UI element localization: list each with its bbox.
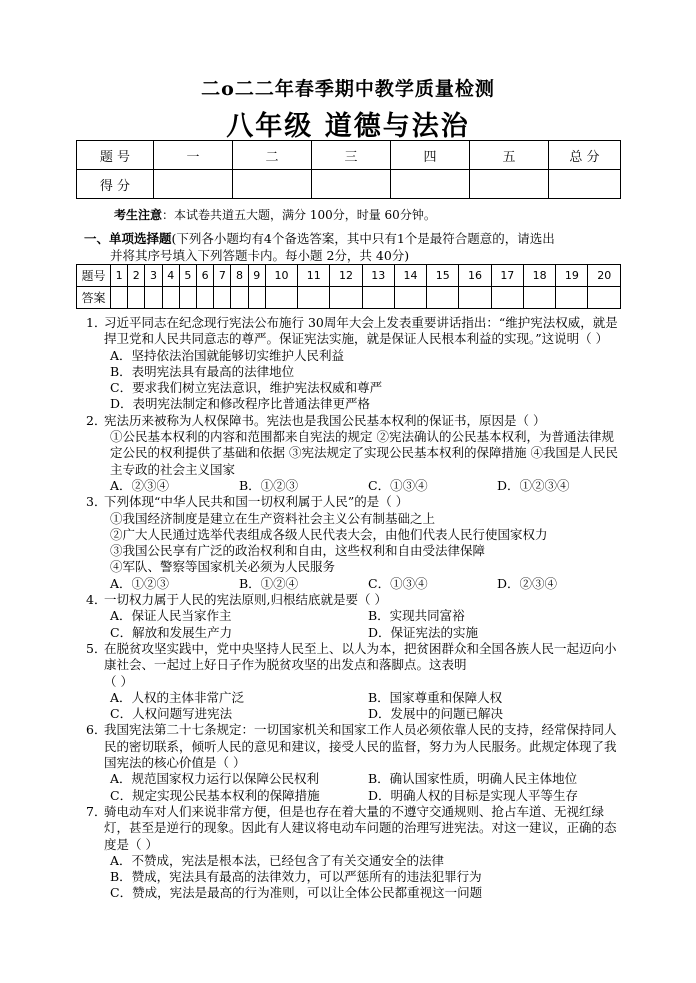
answer-input-cell[interactable] bbox=[362, 287, 394, 309]
question-option[interactable]: A．不赞成，宪法是根本法，已经包含了有关交通安全的法律 bbox=[110, 852, 445, 868]
answer-number-row bbox=[77, 265, 621, 287]
answer-number-cell: 3 bbox=[145, 265, 162, 287]
question-option[interactable]: B．表明宪法具有最高的法律地位 bbox=[110, 363, 295, 379]
question-stem bbox=[86, 494, 626, 510]
question-option[interactable]: B．国家尊重和保障人权 bbox=[368, 689, 503, 705]
answer-input-cell[interactable] bbox=[248, 287, 265, 309]
answer-input-cell[interactable] bbox=[427, 287, 459, 309]
exam-notice bbox=[114, 206, 436, 223]
question-option[interactable]: C．①③④ bbox=[368, 575, 428, 591]
score-row-label: 得 分 bbox=[77, 170, 154, 199]
answer-input-cell[interactable] bbox=[491, 287, 523, 309]
question-option[interactable]: A．规范国家权力运行以保障公民权利 bbox=[110, 771, 320, 787]
question-option[interactable]: C．解放和发展生产力 bbox=[110, 624, 233, 640]
question-option[interactable]: A．②③④ bbox=[110, 477, 170, 493]
question-item bbox=[86, 641, 626, 722]
answer-input-cell[interactable] bbox=[162, 287, 179, 309]
notice-text: ：本试卷共道五大题，满分 100分，时量 60分钟。 bbox=[162, 208, 436, 222]
question-text: 宪法历来被称为人权保障书。宪法也是我国公民基本权利的保证书，原因是（ ） bbox=[104, 412, 546, 428]
answer-input-cell[interactable] bbox=[588, 287, 621, 309]
option-grid bbox=[86, 690, 626, 723]
answer-input-cell[interactable] bbox=[145, 287, 162, 309]
option-row bbox=[86, 576, 626, 592]
question-statement: ④军队、警察等国家机关必须为人民服务 bbox=[110, 559, 336, 575]
score-cell[interactable] bbox=[549, 170, 621, 199]
question-option[interactable]: D．②③④ bbox=[497, 575, 558, 591]
question-number: 2． bbox=[86, 412, 107, 428]
question-number: 1． bbox=[86, 315, 107, 330]
question-stem bbox=[86, 804, 626, 853]
answer-input-cell[interactable] bbox=[179, 287, 196, 309]
question-stem bbox=[86, 592, 626, 608]
question-stem bbox=[86, 315, 626, 348]
answer-number-cell: 16 bbox=[459, 265, 491, 287]
question-stem bbox=[86, 413, 626, 429]
option-row bbox=[86, 478, 626, 494]
question-text: 一切权力属于人民的宪法原则,归根结底就是要（ ） bbox=[104, 592, 387, 608]
question-stem bbox=[86, 641, 626, 674]
question-list bbox=[86, 315, 626, 902]
question-option[interactable]: D．发展中的问题已解决 bbox=[368, 706, 504, 722]
answer-table bbox=[76, 264, 621, 309]
answer-row-label: 答案 bbox=[77, 287, 111, 309]
question-option[interactable]: C．①③④ bbox=[368, 477, 428, 493]
answer-number-cell: 20 bbox=[588, 265, 621, 287]
answer-number-cell: 14 bbox=[394, 265, 426, 287]
score-header-cell: 五 bbox=[470, 141, 549, 170]
score-cell[interactable] bbox=[312, 170, 391, 199]
question-text: 习近平同志在纪念现行宪法公布施行 30周年大会上发表重要讲话指出：“维护宪法权威，就是捍卫党和人民共同意志的尊严。保证宪法实施，就是保证人民根本利益的实现。”这说明（ ） bbox=[104, 315, 618, 347]
question-option[interactable]: C．赞成，宪法是最高的行为准则，可以让全体公民都重视这一问题 bbox=[110, 885, 483, 901]
answer-input-cell[interactable] bbox=[214, 287, 231, 309]
question-number: 4． bbox=[86, 592, 107, 608]
answer-number-cell: 17 bbox=[491, 265, 523, 287]
question-item bbox=[86, 494, 626, 592]
question-statement: ①我国经济制度是建立在生产资料社会主义公有制基础之上 bbox=[110, 510, 436, 526]
answer-number-cell: 10 bbox=[265, 265, 297, 287]
answer-input-cell[interactable] bbox=[128, 287, 145, 309]
answer-input-cell[interactable] bbox=[265, 287, 297, 309]
question-item bbox=[86, 315, 626, 413]
question-number: 5． bbox=[86, 640, 107, 656]
score-table bbox=[76, 140, 621, 199]
score-cell[interactable] bbox=[233, 170, 312, 199]
question-statement: ①公民基本权利的内容和范围都来自宪法的规定 ②宪法确认的公民基本权利，为普通法律规定公民的权利提供了基础和依据 ③宪法规定了实现公民基本权利的保障措施 ④我国是人民民主专政的社会主义国家 bbox=[110, 429, 618, 477]
question-option[interactable]: B．赞成，宪法具有最高的法律效力，可以严惩所有的违法犯罪行为 bbox=[110, 869, 482, 885]
answer-input-cell[interactable] bbox=[111, 287, 128, 309]
question-stem bbox=[86, 722, 626, 771]
question-option[interactable]: D．①②③④ bbox=[497, 477, 570, 493]
question-item bbox=[86, 722, 626, 803]
answer-input-cell[interactable] bbox=[556, 287, 588, 309]
answer-number-cell: 7 bbox=[214, 265, 231, 287]
score-header-cell: 总 分 bbox=[549, 141, 621, 170]
question-statement: ③我国公民享有广泛的政治权利和自由，这些权利和自由受法律保障 bbox=[110, 543, 486, 559]
exam-title-line2: 八年级 道德与法治 bbox=[226, 111, 470, 142]
exam-title-line1: 二o二二年春季期中教学质量检测 bbox=[201, 78, 495, 100]
answer-number-cell: 13 bbox=[362, 265, 394, 287]
answer-input-cell[interactable] bbox=[298, 287, 330, 309]
answer-number-cell: 19 bbox=[556, 265, 588, 287]
question-option[interactable]: C．人权问题写进宪法 bbox=[110, 706, 233, 722]
answer-input-cell[interactable] bbox=[459, 287, 491, 309]
question-text: 骑电动车对人们来说非常方便，但是也存在着大量的不遵守交通规则、抢占车道、无视红绿灯，甚至是逆行的现象。因此有人建议将电动车问题的治理写进宪法。对这一建议，正确的态度是（ ） bbox=[104, 803, 617, 852]
notice-label: 考生注意 bbox=[114, 208, 163, 222]
question-option[interactable]: D．明确人权的目标是实现人平等生存 bbox=[368, 787, 579, 803]
question-item bbox=[86, 413, 626, 494]
answer-paren: （ ） bbox=[104, 673, 133, 689]
score-cell[interactable] bbox=[154, 170, 233, 199]
question-option[interactable]: B．①②④ bbox=[239, 575, 299, 591]
question-option[interactable]: C．要求我们树立宪法意识，维护宪法权威和尊严 bbox=[110, 380, 383, 396]
answer-number-cell: 15 bbox=[427, 265, 459, 287]
answer-number-cell: 11 bbox=[298, 265, 330, 287]
score-header-cell: 一 bbox=[154, 141, 233, 170]
answer-input-cell[interactable] bbox=[394, 287, 426, 309]
score-table-score-row bbox=[77, 170, 621, 199]
answer-input-cell[interactable] bbox=[523, 287, 555, 309]
question-option[interactable]: A．坚持依法治国就能够切实维护人民利益 bbox=[110, 347, 345, 363]
question-option[interactable]: A．①②③ bbox=[110, 575, 170, 591]
answer-number-cell: 4 bbox=[162, 265, 179, 287]
question-option[interactable]: D．表明宪法制定和修改程序比普通法律更严格 bbox=[110, 396, 371, 412]
question-option[interactable]: D．保证宪法的实施 bbox=[368, 624, 479, 640]
score-table-header-row bbox=[77, 141, 621, 170]
answer-number-cell: 5 bbox=[179, 265, 196, 287]
score-cell[interactable] bbox=[470, 170, 549, 199]
score-header-cell: 二 bbox=[233, 141, 312, 170]
question-item bbox=[86, 804, 626, 902]
answer-fill-row bbox=[77, 287, 621, 309]
section1-title: 一、单项选择题 bbox=[84, 231, 172, 246]
score-header-cell: 三 bbox=[312, 141, 391, 170]
option-grid bbox=[86, 608, 626, 641]
answer-number-cell: 1 bbox=[111, 265, 128, 287]
option-grid bbox=[86, 771, 626, 804]
question-number: 3． bbox=[86, 494, 107, 510]
score-header-cell: 题 号 bbox=[77, 141, 154, 170]
question-option[interactable]: B．实现共同富裕 bbox=[368, 608, 465, 624]
question-item bbox=[86, 592, 626, 641]
question-number: 7． bbox=[86, 803, 107, 819]
question-option[interactable]: A．保证人民当家作主 bbox=[110, 608, 232, 624]
question-text: 下列体现“中华人民共和国一切权利属于人民”的是（ ） bbox=[104, 494, 409, 510]
question-option[interactable]: B．确认国家性质，明确人民主体地位 bbox=[368, 771, 578, 787]
answer-number-cell: 18 bbox=[523, 265, 555, 287]
answer-number-cell: 9 bbox=[248, 265, 265, 287]
question-statement: ②广大人民通过选举代表组成各级人民代表大会，由他们代表人民行使国家权力 bbox=[110, 526, 548, 542]
answer-input-cell[interactable] bbox=[330, 287, 362, 309]
question-text: 我国宪法第二十七条规定：一切国家机关和国家工作人员必须依靠人民的支持，经常保持同人民的密切联系，倾听人民的意见和建议，接受人民的监督，努力为人民服务。此规定体现了我国宪法的核心价值是（ ） bbox=[104, 722, 617, 771]
section1-line1: (下列各小题均有4个备选答案，其中只有1个是最符合题意的，请选出 bbox=[171, 231, 555, 246]
answer-number-cell: 2 bbox=[128, 265, 145, 287]
question-text: 在脱贫攻坚实践中，党中央坚持人民至上、以人为本，把贫困群众和全国各族人民一起迈向小康社会、一起过上好日子作为脱贫攻坚的出发点和落脚点。这表明 bbox=[104, 640, 617, 673]
question-option[interactable]: C．规定实现公民基本权利的保障措施 bbox=[110, 787, 320, 803]
question-option[interactable]: B．①②③ bbox=[239, 477, 299, 493]
question-number: 6． bbox=[86, 722, 107, 738]
section1-instructions bbox=[84, 230, 629, 264]
answer-input-cell[interactable] bbox=[197, 287, 214, 309]
answer-number-cell: 8 bbox=[231, 265, 248, 287]
question-option[interactable]: A．人权的主体非常广泛 bbox=[110, 689, 245, 705]
score-cell[interactable] bbox=[391, 170, 470, 199]
answer-row-label: 题号 bbox=[77, 265, 111, 287]
answer-input-cell[interactable] bbox=[231, 287, 248, 309]
answer-number-cell: 12 bbox=[330, 265, 362, 287]
score-header-cell: 四 bbox=[391, 141, 470, 170]
section1-line2: 并将其序号填入下列答题卡内。每小题 2分，共 40分) bbox=[110, 248, 410, 263]
answer-number-cell: 6 bbox=[197, 265, 214, 287]
